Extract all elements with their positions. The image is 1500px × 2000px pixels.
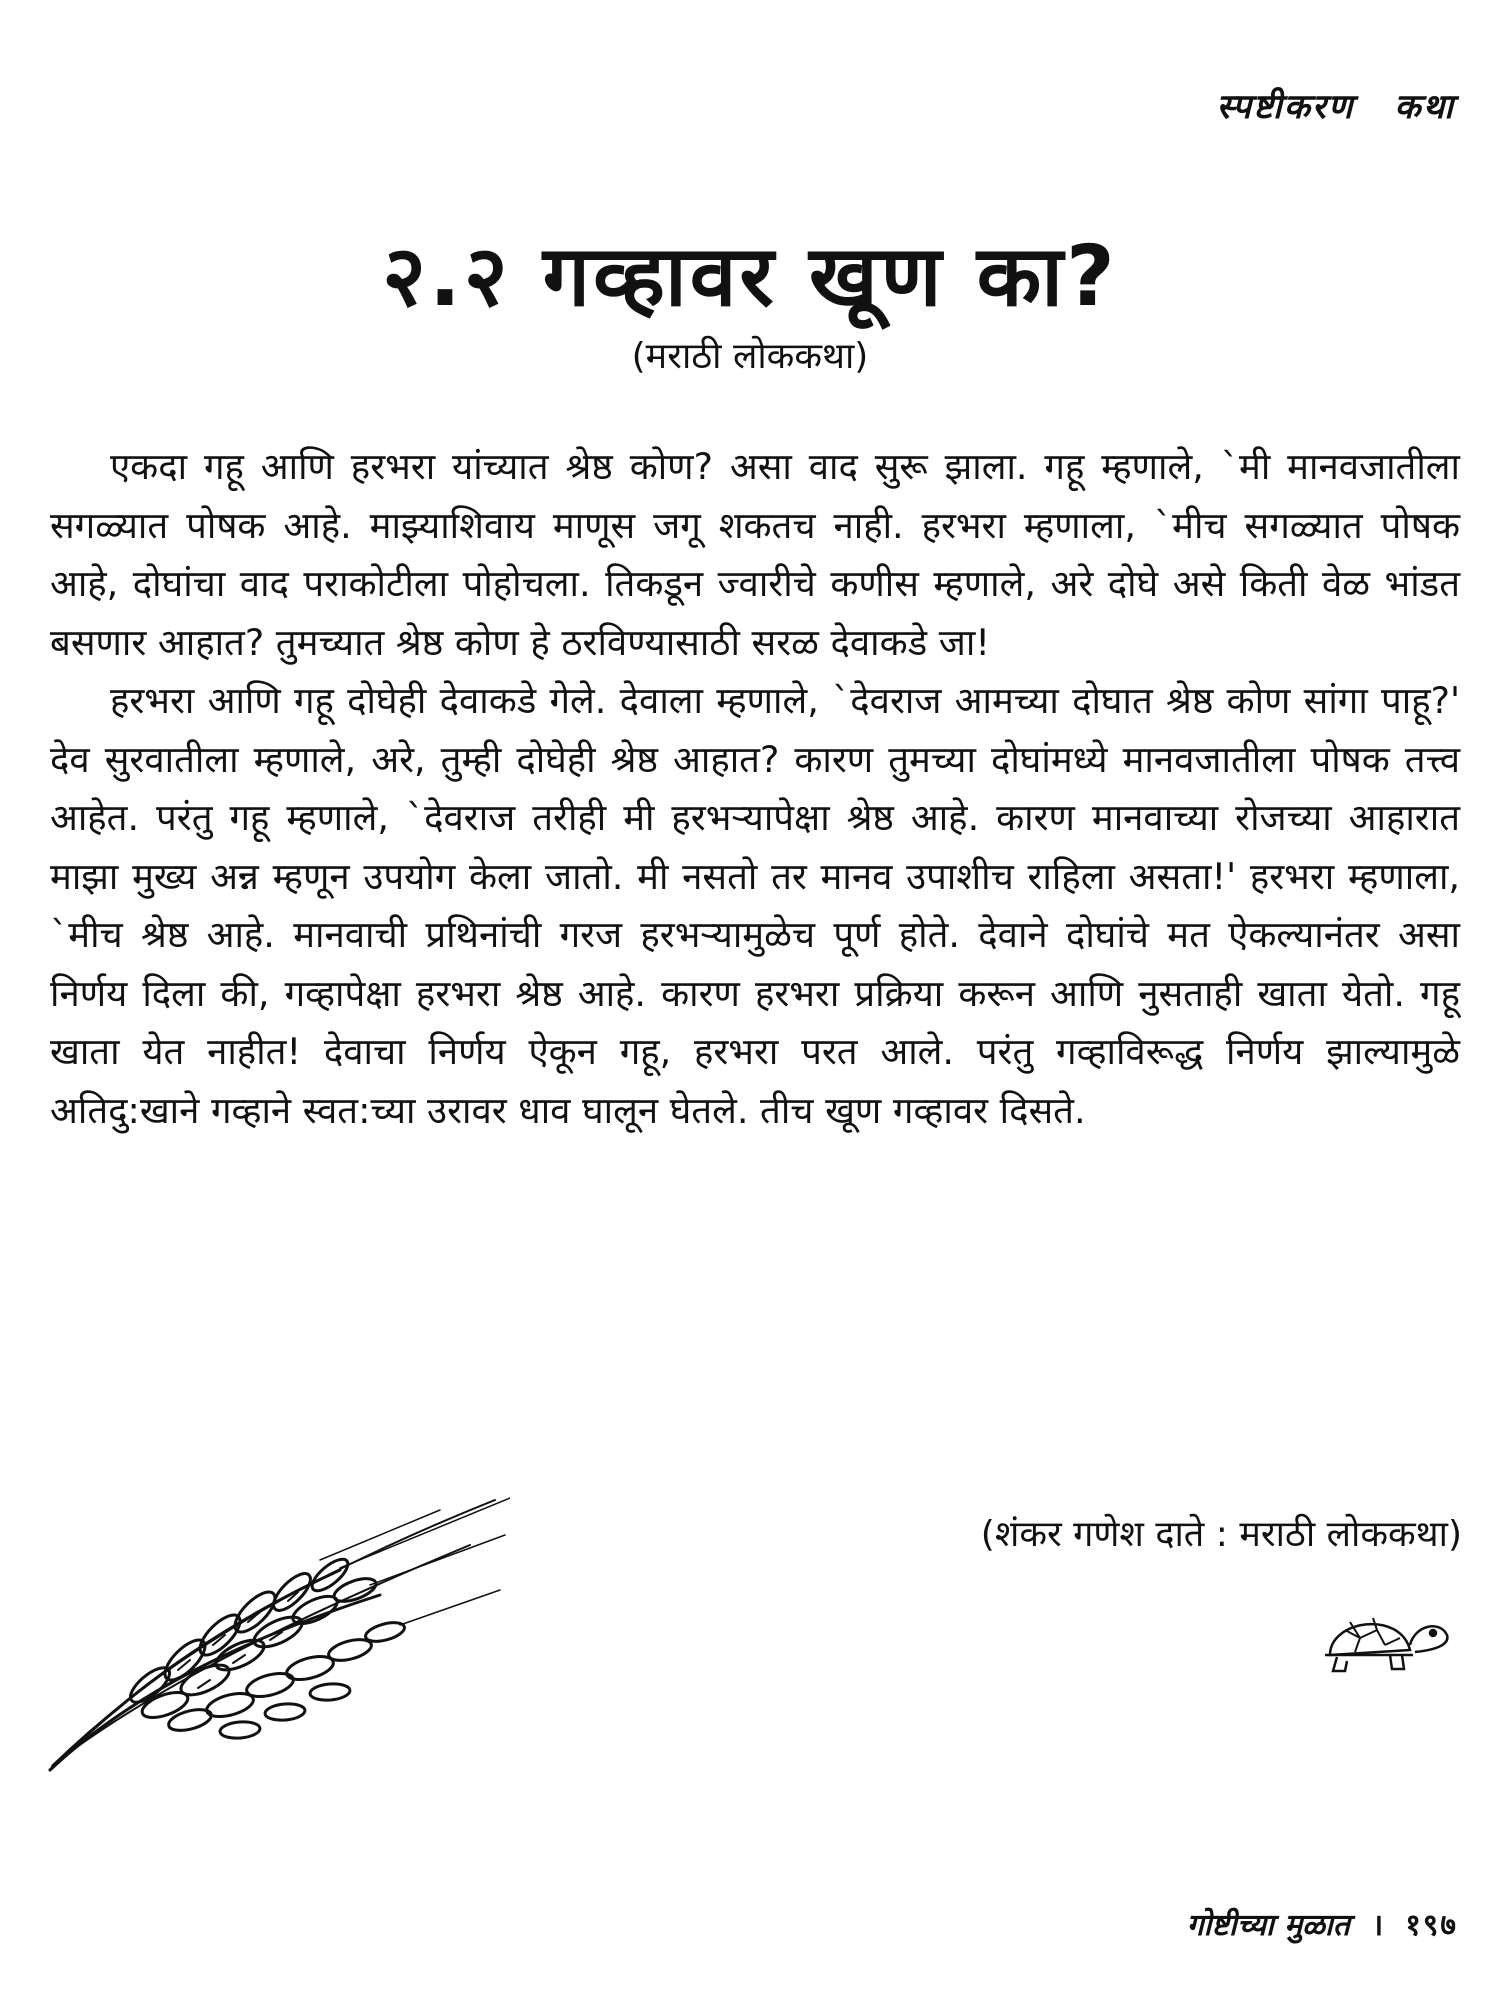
turtle-illustration [1315,1600,1455,1680]
page-number: १९७ [1405,1908,1458,1943]
page-footer [1187,1903,1458,1944]
header-category: कथा [1394,87,1455,127]
footer-separator: । [1371,1908,1384,1943]
running-header [1217,82,1455,128]
footer-book-title: गोष्टीच्या मुळात [1186,1908,1350,1943]
paragraph-2: हरभरा आणि गहू दोघेही देवाकडे गेले. देवाला म्हणाले, `देवराज आमच्या दोघात श्रेष्ठ कोण सांगा पाहू?' देव सुरवातीला म्हणाले, अरे, तुम्ही दोघेही श्रेष्ठ आहात? कारण तुमच्या दोघांमध्ये मानवजातीला पोषक तत्त्व आहेत. परंतु गहू म्हणाले, `देवराज तरीही मी हरभऱ्यापेक्षा श्रेष्ठ आहे. कारण मानवाच्या रोजच्या आहारात माझा मुख्य अन्न म्हणून उपयोग केला जातो. मी नसतो तर मानव उपाशीच राहिला असता!' हरभरा म्हणाला, `मीच श्रेष्ठ आहे. मानवाची प्रथिनांची गरज हरभऱ्यामुळेच पूर्ण होते. देवाने दोघांचे मत ऐकल्यानंतर असा निर्णय दिला की, गव्हापेक्षा हरभरा श्रेष्ठ आहे. कारण हरभरा प्रक्रिया करून आणि नुसताही खाता येतो. गहू खाता येत नाहीत! देवाचा निर्णय ऐकून गहू, हरभरा परत आले. परंतु गव्हाविरूद्ध निर्णय झाल्यामुळे अतिदु:खाने गव्हाने स्वत:च्या उरावर धाव घालून घेतले. तीच खूण गव्हावर दिसते. [50,679,1460,1132]
paragraph-1: एकदा गहू आणि हरभरा यांच्यात श्रेष्ठ कोण? असा वाद सुरू झाला. गहू म्हणाले, `मी मानवजातीला सगळ्यात पोषक आहे. माझ्याशिवाय माणूस जगू शकतच नाही. हरभरा म्हणाला, `मीच सगळ्यात पोषक आहे, दोघांचा वाद पराकोटीला पोहोचला. तिकडून ज्वारीचे कणीस म्हणाले, अरे दोघे असे किती वेळ भांडत बसणार आहात? तुमच्यात श्रेष्ठ कोण हे ठरविण्यासाठी सरळ देवाकडे जा! [50,445,1460,664]
story-subtitle: (मराठी लोककथा) [631,336,869,377]
header-section: स्पष्टीकरण [1216,87,1355,127]
story-title: २.२ गव्हावर खूण का? [382,227,1118,325]
wheat-illustration [40,1480,510,1780]
story-body [50,438,1460,1140]
story-attribution: (शंकर गणेश दाते : मराठी लोककथा) [980,1514,1462,1555]
